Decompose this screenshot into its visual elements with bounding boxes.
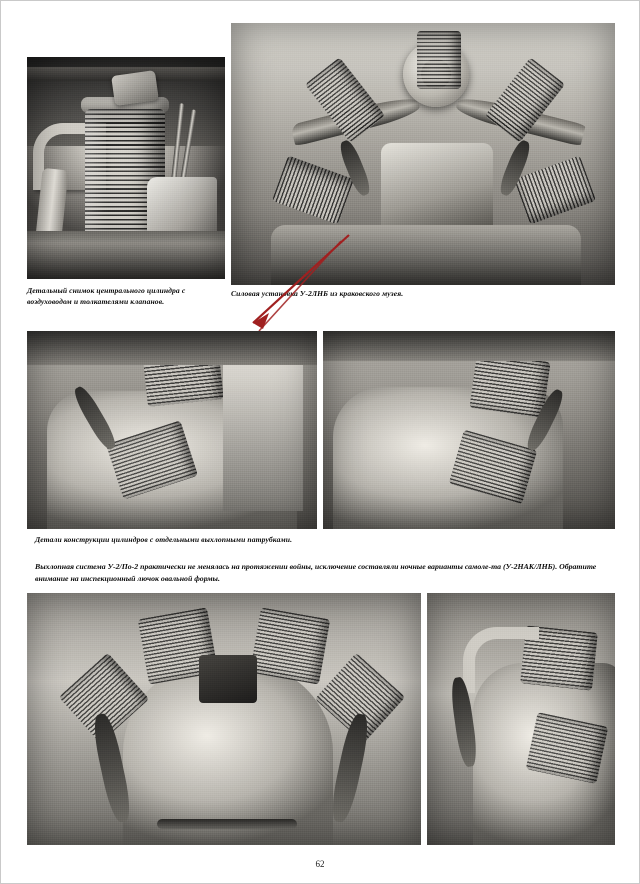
caption-cylinder-construction: Детали конструкции цилиндров с отдельными выхлопными патрубками. xyxy=(35,535,293,544)
paragraph-exhaust-note: Выхлопная система У-2/По-2 практически не менялась на протяжении войны, исключение составляли ночные варианты самоле-та (У-2НАК/ЛНБ). Обратите внимание на инспекционный лючок овальной формы. xyxy=(35,562,597,583)
photo-vignette xyxy=(323,331,615,529)
photo-vignette xyxy=(27,57,225,279)
page-number: 62 xyxy=(315,859,325,869)
photo-cylinder-detail xyxy=(27,57,225,279)
caption-engine-installation: Силовая установка У-2ЛНБ из краковского музея. xyxy=(231,289,404,298)
photo-cylinder-construction-left xyxy=(27,331,317,529)
photo-vignette xyxy=(27,331,317,529)
photo-exhaust-system-side xyxy=(427,593,615,845)
photo-exhaust-system-front xyxy=(27,593,421,845)
photo-vignette xyxy=(231,23,615,285)
photo-vignette xyxy=(27,593,421,845)
photo-cylinder-construction-right xyxy=(323,331,615,529)
caption-cylinder-detail: Детальный снимок центрального цилиндра с воздуховодом и толкателями клапанов. xyxy=(27,286,186,306)
photo-engine-installation xyxy=(231,23,615,285)
photo-vignette xyxy=(427,593,615,845)
